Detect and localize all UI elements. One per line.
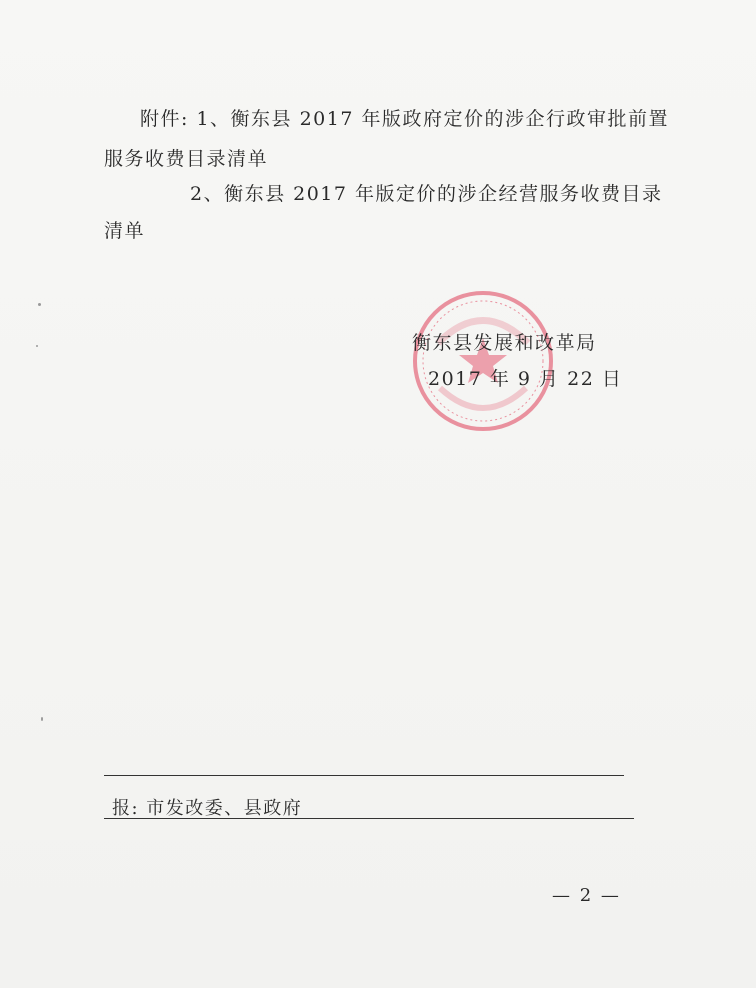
footer-rule-bottom [104,818,634,819]
attachment-1-text: 附件: 1、衡东县 2017 年版政府定价的涉企行政审批前置 [140,108,669,130]
official-seal-stamp [410,288,556,434]
scan-speck [41,717,43,721]
attachment-1-continuation: 服务收费目录清单 [104,148,269,170]
scan-speck [38,303,41,306]
attachment-2-text: 2、衡东县 2017 年版定价的涉企经营服务收费目录 [190,183,663,205]
scan-speck [36,345,38,347]
issue-date: 2017 年 9 月 22 日 [428,368,623,390]
attachment-2-continuation: 清单 [104,220,146,242]
footer-rule-top [104,775,624,776]
page-number: — 2 — [552,885,621,906]
report-to-line: 报: 市发改委、县政府 [112,798,303,819]
issuing-organization: 衡东县发展和改革局 [412,332,597,354]
